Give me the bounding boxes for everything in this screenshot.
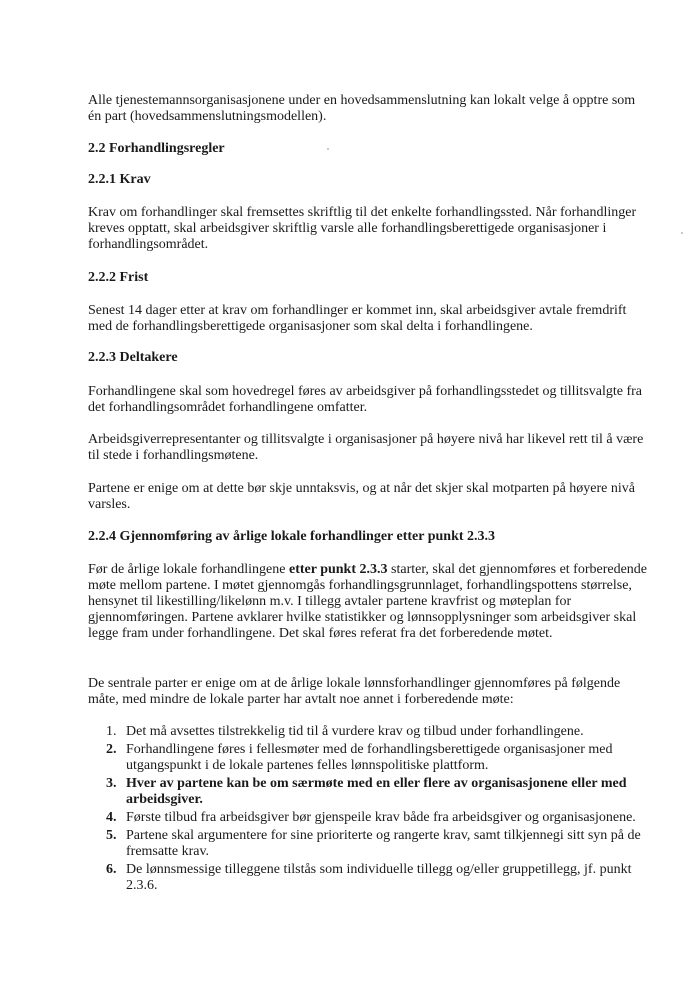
list-item-text: Forhandlingene føres i fellesmøter med de forhandlingsberettigede organisasjoner med utgangspunkt i de lokale partenes felles lønnspolitiske plattform.	[126, 742, 613, 773]
section-2-2-heading: 2.2 Forhandlingsregler	[88, 141, 225, 156]
intro-paragraph: Alle tjenestemannsorganisasjonene under en hovedsammenslutning kan lokalt velge å opptre som én part (hovedsammenslutningsmodellen).	[88, 93, 636, 124]
list-item-text: Hver av partene kan be om særmøte med en eller flere av organisasjonene eller med arbeidsgiver.	[126, 776, 627, 807]
list-item-text: Partene skal argumentere for sine prioriterte og rangerte krav, samt tilkjennegi sitt syn på de fremsatte krav.	[126, 828, 641, 859]
section-2-2-3-paragraph-1: Forhandlingene skal som hovedregel føres av arbeidsgiver på forhandlingsstedet og tillitsvalgte fra det forhandlingsområdet forhandlingene omfatter.	[88, 384, 643, 415]
section-2-2-3-heading: 2.2.3 Deltakere	[88, 350, 178, 365]
section-2-2-2-heading: 2.2.2 Frist	[88, 270, 149, 285]
list-item	[88, 810, 648, 826]
list-item-number: 5.	[106, 828, 117, 843]
section-2-2-4-heading: 2.2.4 Gjennomføring av årlige lokale forhandlinger etter punkt 2.3.3	[88, 529, 496, 544]
list-item	[88, 776, 648, 808]
list-item	[88, 828, 648, 860]
list-item	[88, 862, 648, 894]
list-item-text: Det må avsettes tilstrekkelig tid til å vurdere krav og tilbud under forhandlingene.	[126, 724, 584, 739]
section-2-2-2-text: Senest 14 dager etter at krav om forhandlinger er kommet inn, skal arbeidsgiver avtale fremdrift med de forhandlingsberettigede organisasjoner som skal delta i forhandlingene.	[88, 303, 627, 334]
list-item	[88, 724, 648, 740]
section-2-2-4-p1-bold-reference: etter punkt 2.3.3	[288, 562, 388, 577]
procedure-list	[88, 724, 648, 896]
list-item-number: 1.	[106, 724, 117, 739]
list-item-number: 3.	[106, 776, 117, 791]
section-2-2-4-p1-start: Før de årlige lokale forhandlingene	[88, 562, 289, 577]
section-2-2-1-text: Krav om forhandlinger skal fremsettes skriftlig til det enkelte forhandlingssted. Når forhandlinger kreves opptatt, skal arbeidsgiver skriftlig varsle alle forhandlingsberettigede organisasjoner i forhandlingsområdet.	[88, 205, 637, 252]
list-item	[88, 742, 648, 774]
section-2-2-3-paragraph-2: Arbeidsgiverrepresentanter og tillitsvalgte i organisasjoner på høyere nivå har likevel rett til å være til stede i forhandlingsmøtene.	[88, 432, 644, 463]
section-2-2-1-heading: 2.2.1 Krav	[88, 172, 151, 187]
section-2-2-3-paragraph-3: Partene er enige om at dette bør skje unntaksvis, og at når det skjer skal motparten på høyere nivå varsles.	[88, 481, 635, 512]
list-item-number: 2.	[106, 742, 117, 757]
list-item-text: Første tilbud fra arbeidsgiver bør gjenspeile krav både fra arbeidsgiver og organisasjonene.	[126, 810, 636, 825]
scan-speck	[327, 148, 329, 150]
list-item-number: 4.	[106, 810, 117, 825]
section-2-2-4-paragraph-1	[88, 562, 648, 642]
section-2-2-4-paragraph-2: De sentrale parter er enige om at de årlige lokale lønnsforhandlinger gjennomføres på følgende måte, med mindre de lokale parter har avtalt noe annet i forberedende møte:	[88, 676, 621, 707]
list-item-text: De lønnsmessige tilleggene tilstås som individuelle tillegg og/eller gruppetillegg, jf. punkt 2.3.6.	[126, 862, 632, 893]
list-item-number: 6.	[106, 862, 117, 877]
scan-speck	[681, 232, 683, 234]
section-2-2-4-p1-rest: starter, skal det gjennomføres et forberedende møte mellom partene. I møtet gjennomgås forhandlingsgrunnlaget, forhandlingspottens størrelse, hensynet til likestilling/likelønn m.v. I tillegg avtaler partene kravfrist og møteplan for gjennomføringen. Partene avklarer hvilke statistikker og lønnsopplysninger som arbeidsgiver skal legge fram under forhandlingene. Det skal føres referat fra det forberedende møtet.	[88, 562, 648, 641]
